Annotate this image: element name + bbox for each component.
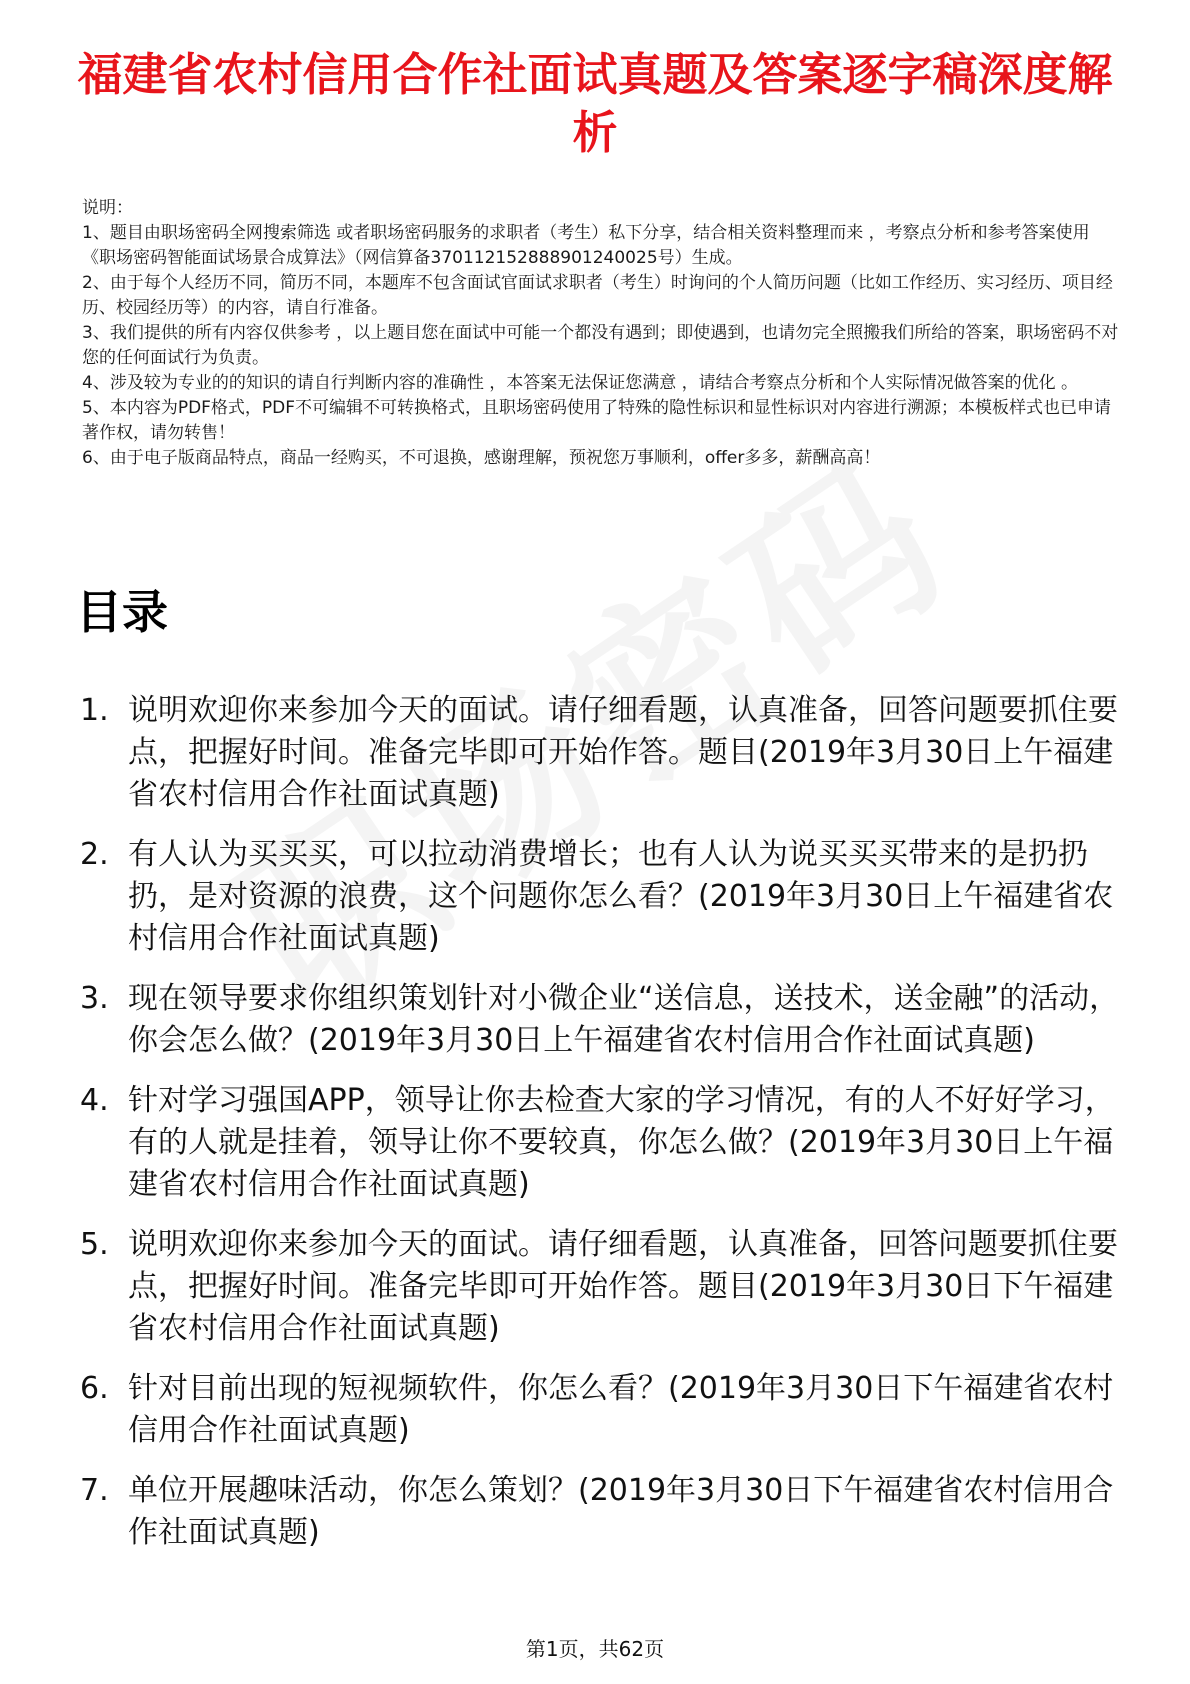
toc-item[interactable] bbox=[80, 690, 1130, 816]
note-item: 4、涉及较为专业的的知识的请自行判断内容的准确性 ，本答案无法保证您满意 ，请结合考察点分析和个人实际情况做答案的优化 。 bbox=[82, 373, 1079, 393]
toc-heading: 目录 bbox=[76, 585, 168, 639]
toc-item-text: 说明欢迎你来参加今天的面试。请仔细看题，认真准备，回答问题要抓住要点，把握好时间。准备完毕即可开始作答。题目(2019年3月30日下午福建省农村信用合作社面试真题) bbox=[128, 1227, 1118, 1346]
toc-item-text: 现在领导要求你组织策划针对小微企业“送信息，送技术，送金融”的活动，你会怎么做？(2019年3月30日上午福建省农村信用合作社面试真题) bbox=[128, 981, 1120, 1058]
note-item: 3、我们提供的所有内容仅供参考 ，以上题目您在面试中可能一个都没有遇到；即使遇到，也请勿完全照搬我们所给的答案，职场密码不对您的任何面试行为负责。 bbox=[82, 323, 1119, 368]
toc-list bbox=[80, 690, 1130, 1572]
toc-item-number: 6. bbox=[80, 1371, 109, 1406]
document-title: 福建省农村信用合作社面试真题及答案逐字稿深度解析 bbox=[77, 48, 1113, 159]
note-item: 6、由于电子版商品特点，商品一经购买，不可退换，感谢理解，预祝您万事顺利，offer多多，薪酬高高！ bbox=[82, 448, 881, 468]
toc-item[interactable] bbox=[80, 1368, 1130, 1452]
toc-item[interactable] bbox=[80, 1224, 1130, 1350]
toc-item-text: 说明欢迎你来参加今天的面试。请仔细看题，认真准备，回答问题要抓住要点，把握好时间。准备完毕即可开始作答。题目(2019年3月30日上午福建省农村信用合作社面试真题) bbox=[128, 693, 1118, 812]
notes-heading: 说明： bbox=[82, 198, 133, 218]
toc-item[interactable] bbox=[80, 978, 1130, 1062]
toc-item-number: 3. bbox=[80, 981, 109, 1016]
toc-item[interactable] bbox=[80, 1470, 1130, 1554]
note-item: 2、由于每个人经历不同，简历不同，本题库不包含面试官面试求职者（考生）时询问的个人简历问题（比如工作经历、实习经历、项目经历、校园经历等）的内容，请自行准备。 bbox=[82, 273, 1113, 318]
note-item: 1、题目由职场密码全网搜索筛选 或者职场密码服务的求职者（考生）私下分享，结合相关资料整理而来 ，考察点分析和参考答案使用《职场密码智能面试场景合成算法》（网信算备370112152888901240025号）生成。 bbox=[82, 223, 1090, 268]
toc-item[interactable] bbox=[80, 1080, 1130, 1206]
notes-section bbox=[82, 196, 1122, 471]
toc-item[interactable] bbox=[80, 834, 1130, 960]
toc-item-text: 单位开展趣味活动，你怎么策划？(2019年3月30日下午福建省农村信用合作社面试真题) bbox=[128, 1473, 1114, 1550]
toc-item-text: 针对学习强国APP，领导让你去检查大家的学习情况，有的人不好好学习，有的人就是挂着，领导让你不要较真，你怎么做？(2019年3月30日上午福建省农村信用合作社面试真题) bbox=[128, 1083, 1115, 1202]
toc-item-number: 4. bbox=[80, 1083, 109, 1118]
toc-item-text: 有人认为买买买，可以拉动消费增长；也有人认为说买买买带来的是扔扔扔，是对资源的浪费，这个问题你怎么看？(2019年3月30日上午福建省农村信用合作社面试真题) bbox=[128, 837, 1114, 956]
toc-item-text: 针对目前出现的短视频软件，你怎么看？(2019年3月30日下午福建省农村信用合作社面试真题) bbox=[128, 1371, 1114, 1448]
note-item: 5、本内容为PDF格式，PDF不可编辑不可转换格式，且职场密码使用了特殊的隐性标识和显性标识对内容进行溯源；本模板样式也已申请著作权，请勿转售！ bbox=[82, 398, 1112, 443]
toc-item-number: 1. bbox=[80, 693, 109, 728]
page-footer: 第1页，共62页 bbox=[525, 1637, 665, 1661]
toc-item-number: 5. bbox=[80, 1227, 109, 1262]
toc-item-number: 7. bbox=[80, 1473, 109, 1508]
toc-item-number: 2. bbox=[80, 837, 109, 872]
